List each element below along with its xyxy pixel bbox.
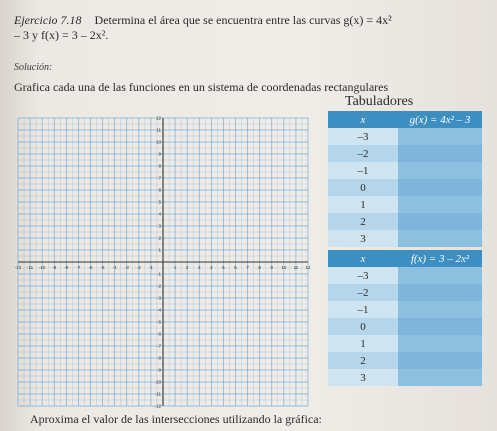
table-row xyxy=(328,128,482,145)
exercise-label: Ejercicio xyxy=(14,13,58,27)
x-cell: 3 xyxy=(328,369,398,386)
y-tick-label: 8 xyxy=(158,163,161,169)
table-f-header-x: x xyxy=(328,250,398,267)
y-tick-label: 12 xyxy=(155,115,161,121)
table-row xyxy=(328,352,482,369)
table-g-header-f: g(x) = 4x² – 3 xyxy=(398,111,482,128)
x-tick-label: 4 xyxy=(210,265,213,270)
y-tick-label: -8 xyxy=(156,355,161,361)
exercise-heading xyxy=(14,14,392,27)
y-tick-label: 11 xyxy=(156,127,161,133)
y-tick-label: 3 xyxy=(158,223,161,229)
solution-label: Solución: xyxy=(14,62,53,73)
x-cell: 0 xyxy=(328,318,398,335)
g-definition: g(x) = 4x² xyxy=(343,13,392,27)
x-tick-label: 1 xyxy=(173,265,177,270)
x-tick-label: -7 xyxy=(76,265,81,270)
x-cell: 1 xyxy=(328,335,398,352)
y-tick-label: 4 xyxy=(158,211,161,217)
value-cell[interactable] xyxy=(398,230,482,247)
y-tick-label: -9 xyxy=(156,367,161,373)
x-cell: 0 xyxy=(328,179,398,196)
table-row xyxy=(328,179,482,196)
exercise-statement: Determina el área que se encuentra entre las curvas xyxy=(94,13,341,27)
x-tick-label: 3 xyxy=(197,265,201,270)
y-tick-label: -2 xyxy=(156,283,161,289)
table-row xyxy=(328,369,482,386)
y-tick-label: -12 xyxy=(154,403,161,409)
x-tick-label: 2 xyxy=(185,265,189,270)
instruction-text: Grafica cada una de las funciones en un sistema de coordenadas rectangulares xyxy=(14,80,389,94)
x-tick-label: -2 xyxy=(136,265,141,270)
x-cell: 2 xyxy=(328,213,398,230)
value-cell[interactable] xyxy=(398,369,482,386)
y-tick-label: -7 xyxy=(156,343,161,349)
table-row xyxy=(328,318,482,335)
x-cell: –1 xyxy=(328,301,398,318)
x-cell: 2 xyxy=(328,352,398,369)
value-cell[interactable] xyxy=(398,318,482,335)
x-tick-label: 12 xyxy=(305,265,311,270)
value-cell[interactable] xyxy=(398,179,482,196)
table-f xyxy=(328,250,482,386)
y-tick-label: 9 xyxy=(158,151,161,157)
table-row xyxy=(328,267,482,284)
y-tick-label: -11 xyxy=(154,391,161,397)
y-tick-label: -3 xyxy=(156,295,161,301)
x-cell: –2 xyxy=(328,145,398,162)
value-cell[interactable] xyxy=(398,213,482,230)
x-tick-label: -4 xyxy=(112,265,117,270)
x-cell: –3 xyxy=(328,267,398,284)
x-tick-label: 9 xyxy=(270,265,274,270)
value-cell[interactable] xyxy=(398,267,482,284)
value-cell[interactable] xyxy=(398,162,482,179)
y-tick-label: -6 xyxy=(156,331,161,337)
y-tick-label: -4 xyxy=(156,307,161,313)
exercise-statement-line2: – 3 y f(x) = 3 – 2x². xyxy=(14,28,109,42)
table-row xyxy=(328,335,482,352)
y-tick-label: 2 xyxy=(158,235,161,241)
value-cell[interactable] xyxy=(398,301,482,318)
x-tick-label: 7 xyxy=(246,265,249,270)
x-cell: –2 xyxy=(328,284,398,301)
x-cell: 1 xyxy=(328,196,398,213)
value-cell[interactable] xyxy=(398,145,482,162)
x-tick-label: 11 xyxy=(293,265,299,270)
x-tick-label: -11 xyxy=(26,265,34,270)
x-cell: 3 xyxy=(328,230,398,247)
y-tick-label: 5 xyxy=(158,199,161,205)
value-cell[interactable] xyxy=(398,128,482,145)
value-cell[interactable] xyxy=(398,196,482,213)
x-tick-label: -5 xyxy=(100,265,105,270)
table-row xyxy=(328,301,482,318)
x-tick-label: 8 xyxy=(258,265,261,270)
x-tick-label: -12 xyxy=(14,265,22,270)
table-row xyxy=(328,162,482,179)
y-tick-label: 10 xyxy=(155,139,161,145)
y-tick-label: -10 xyxy=(154,379,161,385)
table-g-header-x: x xyxy=(328,111,398,128)
value-cell[interactable] xyxy=(398,335,482,352)
table-row xyxy=(328,196,482,213)
x-tick-label: -10 xyxy=(38,265,46,270)
table-row xyxy=(328,213,482,230)
table-g xyxy=(328,111,482,247)
x-tick-label: -9 xyxy=(52,265,57,270)
table-row xyxy=(328,230,482,247)
tabulators-title: Tabuladores xyxy=(345,94,414,109)
y-tick-label: 1 xyxy=(158,247,161,253)
x-tick-label: -3 xyxy=(124,265,129,270)
x-tick-label: 6 xyxy=(234,265,237,270)
table-f-header-f: f(x) = 3 – 2x² xyxy=(398,250,482,267)
table-row xyxy=(328,145,482,162)
y-tick-label: 6 xyxy=(158,187,161,193)
x-tick-label: 5 xyxy=(222,265,225,270)
x-cell: –3 xyxy=(328,128,398,145)
x-tick-label: -8 xyxy=(64,265,69,270)
x-tick-label: -6 xyxy=(88,265,93,270)
y-tick-label: -5 xyxy=(156,319,161,325)
x-cell: –1 xyxy=(328,162,398,179)
exercise-number: 7.18 xyxy=(60,13,82,27)
x-tick-label: -1 xyxy=(148,265,153,270)
value-cell[interactable] xyxy=(398,284,482,301)
footer-instruction: Aproxima el valor de las intersecciones utilizando la gráfica: xyxy=(30,412,322,426)
x-tick-label: 10 xyxy=(281,265,287,270)
table-row xyxy=(328,284,482,301)
y-tick-label: -1 xyxy=(156,271,161,277)
coordinate-grid xyxy=(12,112,314,412)
value-cell[interactable] xyxy=(398,352,482,369)
y-tick-label: 7 xyxy=(158,175,161,181)
